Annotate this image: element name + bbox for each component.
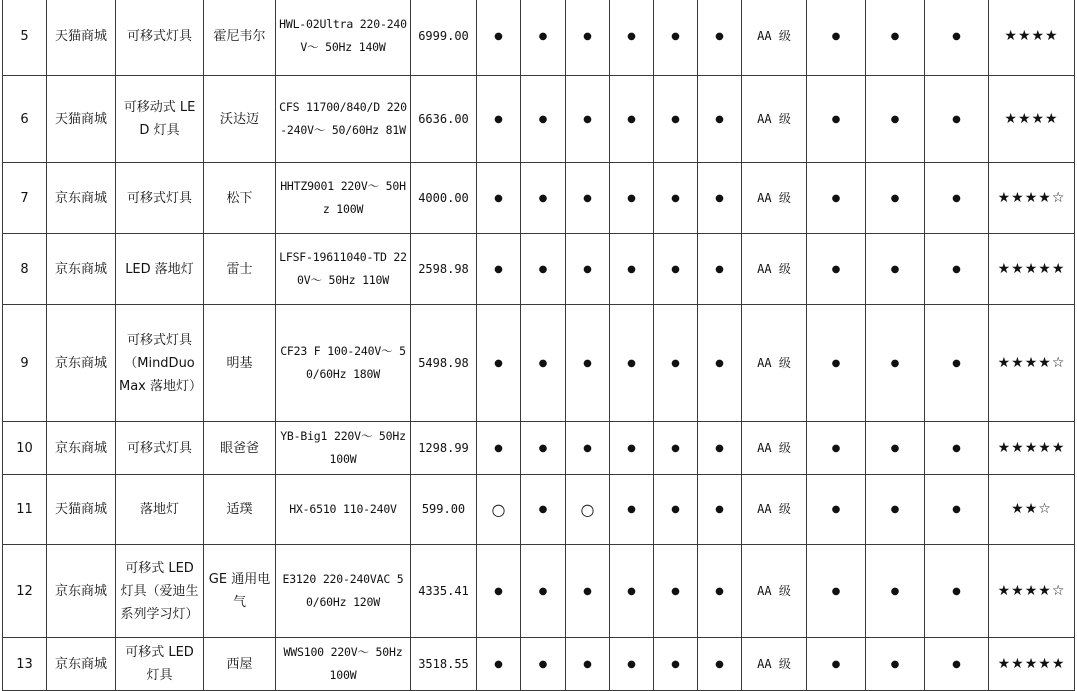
table-row: [3, 638, 1075, 691]
category-cell: 可移式 LED 灯具: [116, 638, 204, 691]
check-dot-cell: ●: [477, 545, 521, 638]
check-dot-cell: ●: [566, 545, 610, 638]
check-dot-cell: ●: [610, 422, 654, 475]
check-dot-cell: ●: [654, 545, 698, 638]
check-dot-cell: ●: [866, 475, 925, 545]
category-cell: 可移动式 LED 灯具: [116, 76, 204, 163]
model-cell: YB-Big1 220V～ 50Hz 100W: [276, 422, 411, 475]
price-cell: 6636.00: [411, 76, 477, 163]
check-dot-cell: ●: [566, 638, 610, 691]
category-cell: 可移式灯具: [116, 0, 204, 76]
check-dot-cell: ●: [866, 422, 925, 475]
star-rating-cell: ★★★★★: [989, 234, 1075, 305]
check-dot-cell: ●: [654, 163, 698, 234]
row-number-cell: 8: [3, 234, 47, 305]
check-dot-cell: ●: [807, 305, 866, 422]
check-dot-cell: ●: [654, 638, 698, 691]
check-dot-cell: ●: [477, 638, 521, 691]
brand-cell: 雷士: [204, 234, 276, 305]
check-dot-cell: ●: [566, 0, 610, 76]
brand-cell: 霍尼韦尔: [204, 0, 276, 76]
check-dot-cell: ●: [866, 638, 925, 691]
star-rating-cell: ★★★★☆: [989, 163, 1075, 234]
check-dot-cell: ●: [521, 545, 566, 638]
price-cell: 4000.00: [411, 163, 477, 234]
category-cell: 可移式灯具: [116, 163, 204, 234]
check-dot-cell: ●: [521, 0, 566, 76]
check-dot-cell: ●: [698, 76, 742, 163]
check-dot-cell: ●: [477, 305, 521, 422]
check-dot-cell: ●: [654, 422, 698, 475]
energy-grade-cell: AA 级: [742, 545, 807, 638]
brand-cell: 眼爸爸: [204, 422, 276, 475]
table-row: [3, 475, 1075, 545]
check-dot-cell: ●: [610, 76, 654, 163]
brand-cell: 松下: [204, 163, 276, 234]
check-dot-cell: ●: [477, 234, 521, 305]
row-number-cell: 7: [3, 163, 47, 234]
check-dot-cell: ●: [807, 234, 866, 305]
table-row: [3, 545, 1075, 638]
model-cell: HWL-02Ultra 220-240V～ 50Hz 140W: [276, 0, 411, 76]
check-dot-cell: ●: [566, 234, 610, 305]
lamp-test-results-table: [2, 0, 1075, 691]
row-number-cell: 9: [3, 305, 47, 422]
energy-grade-cell: AA 级: [742, 422, 807, 475]
check-dot-cell: ●: [654, 475, 698, 545]
price-cell: 5498.98: [411, 305, 477, 422]
model-cell: HHTZ9001 220V～ 50Hz 100W: [276, 163, 411, 234]
check-dot-cell: ●: [477, 163, 521, 234]
row-number-cell: 10: [3, 422, 47, 475]
check-dot-cell: ●: [477, 76, 521, 163]
model-cell: LFSF-19611040-TD 220V～ 50Hz 110W: [276, 234, 411, 305]
check-dot-cell: ●: [610, 0, 654, 76]
table-row: [3, 163, 1075, 234]
check-dot-cell: ●: [807, 76, 866, 163]
check-dot-cell: ●: [925, 76, 989, 163]
category-cell: 落地灯: [116, 475, 204, 545]
row-number-cell: 5: [3, 0, 47, 76]
star-rating-cell: ★★★★★: [989, 638, 1075, 691]
model-cell: CF23 F 100-240V～ 50/60Hz 180W: [276, 305, 411, 422]
star-rating-cell: ★★☆: [989, 475, 1075, 545]
check-dot-cell: ●: [521, 638, 566, 691]
check-dot-cell: ●: [698, 234, 742, 305]
check-dot-cell: ●: [866, 163, 925, 234]
star-rating-cell: ★★★★☆: [989, 305, 1075, 422]
check-dot-cell: ●: [610, 234, 654, 305]
check-dot-cell: ●: [807, 638, 866, 691]
price-cell: 599.00: [411, 475, 477, 545]
platform-cell: 天猫商城: [47, 0, 116, 76]
check-dot-cell: ●: [866, 76, 925, 163]
check-dot-cell: ●: [610, 545, 654, 638]
category-cell: 可移式灯具: [116, 422, 204, 475]
check-dot-cell: ●: [566, 305, 610, 422]
platform-cell: 天猫商城: [47, 76, 116, 163]
check-dot-cell: ●: [521, 234, 566, 305]
energy-grade-cell: AA 级: [742, 234, 807, 305]
check-dot-cell: ●: [807, 545, 866, 638]
check-dot-cell: ●: [807, 0, 866, 76]
model-cell: E3120 220-240VAC 50/60Hz 120W: [276, 545, 411, 638]
platform-cell: 京东商城: [47, 163, 116, 234]
check-dot-cell: ●: [654, 305, 698, 422]
check-dot-cell: ●: [610, 163, 654, 234]
model-cell: HX-6510 110-240V: [276, 475, 411, 545]
platform-cell: 天猫商城: [47, 475, 116, 545]
brand-cell: GE 通用电气: [204, 545, 276, 638]
check-dot-cell: ●: [566, 422, 610, 475]
check-dot-cell: ●: [477, 422, 521, 475]
check-dot-cell: ●: [521, 475, 566, 545]
check-dot-cell: ●: [654, 76, 698, 163]
energy-grade-cell: AA 级: [742, 163, 807, 234]
check-dot-cell: ●: [925, 163, 989, 234]
table-row: [3, 305, 1075, 422]
check-dot-cell: ●: [698, 475, 742, 545]
brand-cell: 西屋: [204, 638, 276, 691]
check-dot-cell: ●: [807, 163, 866, 234]
check-dot-cell: ●: [654, 234, 698, 305]
energy-grade-cell: AA 级: [742, 76, 807, 163]
check-dot-cell: ●: [698, 305, 742, 422]
check-dot-cell: ●: [698, 163, 742, 234]
price-cell: 1298.99: [411, 422, 477, 475]
check-dot-cell: ●: [866, 545, 925, 638]
model-cell: CFS 11700/840/D 220-240V～ 50/60Hz 81W: [276, 76, 411, 163]
check-dot-cell: ●: [807, 422, 866, 475]
model-cell: WWS100 220V～ 50Hz 100W: [276, 638, 411, 691]
check-dot-cell: ●: [698, 422, 742, 475]
brand-cell: 沃达迈: [204, 76, 276, 163]
energy-grade-cell: AA 级: [742, 638, 807, 691]
check-dot-cell: ●: [477, 0, 521, 76]
row-number-cell: 13: [3, 638, 47, 691]
check-dot-cell: ●: [866, 234, 925, 305]
check-dot-cell: ●: [610, 305, 654, 422]
row-number-cell: 6: [3, 76, 47, 163]
star-rating-cell: ★★★★☆: [989, 545, 1075, 638]
check-dot-cell: ●: [925, 545, 989, 638]
check-dot-cell: ○: [477, 475, 521, 545]
check-dot-cell: ●: [866, 0, 925, 76]
platform-cell: 京东商城: [47, 234, 116, 305]
check-dot-cell: ●: [654, 0, 698, 76]
platform-cell: 京东商城: [47, 545, 116, 638]
table-row: [3, 76, 1075, 163]
check-dot-cell: ○: [566, 475, 610, 545]
brand-cell: 明基: [204, 305, 276, 422]
check-dot-cell: ●: [925, 0, 989, 76]
platform-cell: 京东商城: [47, 305, 116, 422]
check-dot-cell: ●: [925, 638, 989, 691]
check-dot-cell: ●: [521, 305, 566, 422]
check-dot-cell: ●: [521, 76, 566, 163]
row-number-cell: 12: [3, 545, 47, 638]
check-dot-cell: ●: [866, 305, 925, 422]
check-dot-cell: ●: [698, 0, 742, 76]
check-dot-cell: ●: [925, 422, 989, 475]
platform-cell: 京东商城: [47, 638, 116, 691]
energy-grade-cell: AA 级: [742, 475, 807, 545]
table-row: [3, 234, 1075, 305]
category-cell: LED 落地灯: [116, 234, 204, 305]
check-dot-cell: ●: [698, 545, 742, 638]
price-cell: 6999.00: [411, 0, 477, 76]
star-rating-cell: ★★★★★: [989, 422, 1075, 475]
check-dot-cell: ●: [521, 163, 566, 234]
check-dot-cell: ●: [925, 234, 989, 305]
check-dot-cell: ●: [610, 638, 654, 691]
check-dot-cell: ●: [566, 163, 610, 234]
category-cell: 可移式灯具（MindDuo Max 落地灯）: [116, 305, 204, 422]
check-dot-cell: ●: [925, 305, 989, 422]
category-cell: 可移式 LED 灯具（爱迪生系列学习灯）: [116, 545, 204, 638]
platform-cell: 京东商城: [47, 422, 116, 475]
price-cell: 2598.98: [411, 234, 477, 305]
star-rating-cell: ★★★★: [989, 0, 1075, 76]
table-row: [3, 422, 1075, 475]
table-row: [3, 0, 1075, 76]
check-dot-cell: ●: [566, 76, 610, 163]
row-number-cell: 11: [3, 475, 47, 545]
brand-cell: 适璞: [204, 475, 276, 545]
price-cell: 4335.41: [411, 545, 477, 638]
star-rating-cell: ★★★★: [989, 76, 1075, 163]
energy-grade-cell: AA 级: [742, 305, 807, 422]
check-dot-cell: ●: [698, 638, 742, 691]
check-dot-cell: ●: [610, 475, 654, 545]
price-cell: 3518.55: [411, 638, 477, 691]
check-dot-cell: ●: [807, 475, 866, 545]
check-dot-cell: ●: [925, 475, 989, 545]
check-dot-cell: ●: [521, 422, 566, 475]
energy-grade-cell: AA 级: [742, 0, 807, 76]
